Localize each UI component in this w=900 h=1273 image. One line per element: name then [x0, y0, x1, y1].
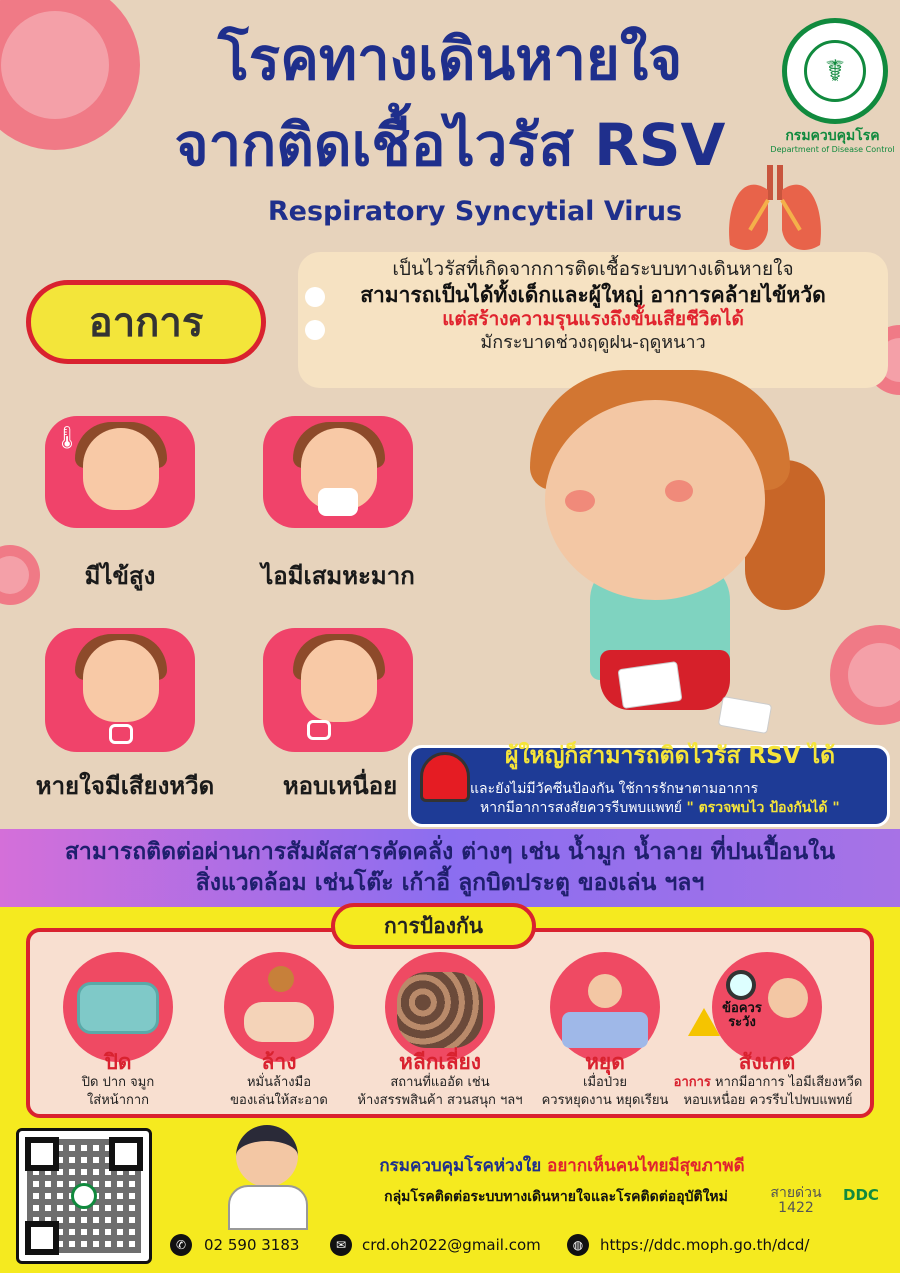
- bullet-dot: [305, 320, 325, 340]
- virus-decoration-bottom-right: [830, 625, 900, 725]
- hotline-number: 1422: [778, 1200, 814, 1217]
- symptom-label-fever: มีไข้สูง: [84, 562, 156, 590]
- qr-finder: [109, 1137, 143, 1171]
- symptom-label-tired: หอบเหนื่อย: [282, 772, 398, 800]
- phone-number[interactable]: 02 590 3183: [204, 1236, 300, 1254]
- qr-code[interactable]: [16, 1128, 152, 1264]
- desc-line: ควรหยุดงาน หยุดเรียน: [541, 1092, 669, 1108]
- desc-line: ปิด ปาก จมูก: [81, 1075, 155, 1090]
- symptom-card-tired: [263, 628, 413, 752]
- intro-line-3: แต่สร้างความรุนแรงถึงขั้นเสียชีวิตได้: [442, 308, 744, 330]
- qr-center-logo: [71, 1183, 97, 1209]
- prevention-desc-cover: [28, 1074, 208, 1109]
- bullet-dot: [305, 287, 325, 307]
- tissue-icon: [618, 661, 683, 709]
- title-line-2: จากติดเชื้อไวรัส RSV: [174, 111, 726, 179]
- symptom-label-cough: ไอมีเสมหะมาก: [261, 562, 415, 590]
- email-icon: ✉: [330, 1234, 352, 1256]
- prevention-desc-avoid: [335, 1074, 545, 1109]
- phone-icon: ✆: [170, 1234, 192, 1256]
- symptoms-badge: อาการ: [26, 280, 266, 364]
- doctor-illustration: [228, 1115, 308, 1225]
- desc-line: หอบเหนื่อย ควรรีบไปพบแพทย์: [683, 1092, 853, 1108]
- desc-line: ของเล่นให้สะอาด: [230, 1092, 328, 1108]
- desc-line: ใส่หน้ากาก: [86, 1092, 150, 1108]
- footer-slogan: [352, 1152, 772, 1179]
- symptom-card-wheeze: [45, 628, 195, 752]
- prevention-title-cover: ปิด: [104, 1050, 132, 1074]
- footer-group: กลุ่มโรคติดต่อระบบทางเดินหายใจและโรคติดต่ออุบัติใหม่: [384, 1189, 728, 1205]
- intro-line-1: เป็นไวรัสที่เกิดจากการติดเชื้อระบบทางเดินหายใจ: [392, 258, 794, 280]
- desc-line: สถานที่แออัด เช่น: [390, 1075, 490, 1090]
- prevention-title-wash: ล้าง: [261, 1050, 297, 1074]
- tissue-icon: [718, 696, 772, 734]
- tissue-icon: [318, 488, 358, 516]
- alert-line-2: [480, 797, 890, 819]
- face: [301, 640, 377, 722]
- transmission-band: [0, 829, 900, 907]
- desc-line: เมื่อป่วย: [583, 1075, 627, 1090]
- desc-line: หมั่นล้างมือ: [246, 1075, 312, 1090]
- prevention-desc-observe: [668, 1074, 868, 1109]
- prevention-title-observe: สังเกต: [738, 1050, 796, 1074]
- website-link[interactable]: https://ddc.moph.go.th/dcd/: [600, 1236, 810, 1254]
- virus-decoration-top-left: [0, 0, 140, 150]
- lungs-icon: [720, 160, 830, 260]
- subtitle: Respiratory Syncytial Virus: [267, 196, 683, 227]
- title-line-1: โรคทางเดินหายใจ: [217, 25, 683, 93]
- symptom-card-cough: [263, 416, 413, 528]
- face: [83, 428, 159, 510]
- rsv-intro-box: [298, 252, 888, 388]
- caduceus-icon: ☤: [804, 40, 866, 102]
- caution-label: ข้อควรระวัง: [722, 1001, 762, 1031]
- slogan-highlight: อยากเห็นคนไทยมีสุขภาพดี: [547, 1156, 745, 1176]
- alert-line-2-text: หากมีอาการสงสัยควรรีบพบแพทย์: [480, 800, 687, 816]
- alert-highlight: " ตรวจพบไว ป้องกันได้ ": [686, 800, 840, 816]
- prevention-badge: การป้องกัน: [331, 903, 536, 949]
- intro-line-4: มักระบาดช่วงฤดูฝน-ฤดูหนาว: [480, 331, 706, 353]
- wheeze-icon: [109, 724, 133, 744]
- transmission-line-1: สามารถติดต่อผ่านการสัมผัสสารคัดคลั่ง ต่างๆ เช่น น้ำมูก น้ำลาย ที่ปนเปื้อนใน: [64, 839, 836, 865]
- tired-icon: [307, 720, 331, 740]
- qr-finder: [25, 1137, 59, 1171]
- siren-icon: [420, 752, 470, 802]
- email-address[interactable]: crd.oh2022@gmail.com: [362, 1236, 541, 1254]
- hotline-label: สายด่วน: [770, 1185, 822, 1201]
- ddc-logo: DDC: [843, 1186, 879, 1204]
- hotline-badge: [766, 1186, 826, 1217]
- virus-decoration-left: [0, 545, 40, 605]
- girl-cheek: [565, 490, 595, 512]
- doctor-coat: [228, 1185, 308, 1230]
- symptom-label-wheeze: หายใจมีเสียงหวีด: [35, 772, 215, 800]
- globe-icon: ◍: [567, 1234, 589, 1256]
- thermometer-icon: 🌡: [53, 426, 81, 451]
- desc-line: [668, 1074, 868, 1092]
- alert-title: ผู้ใหญ่ก็สามารถติดไวรัส RSV ได้: [504, 743, 836, 769]
- ministry-logo: [782, 18, 888, 124]
- symptom-card-fever: [45, 416, 195, 528]
- slogan-text: กรมควบคุมโรคห่วงใย: [379, 1156, 548, 1176]
- transmission-line-2: สิ่งแวดล้อม เช่นโต๊ะ เก้าอี้ ลูกบิดประตู ของเล่น ฯลฯ: [195, 870, 705, 897]
- prevention-title-avoid: หลีกเลี่ยง: [398, 1050, 482, 1074]
- alert-line-1: และยังไม่มีวัคซีนป้องกัน ใช้การรักษาตามอาการ: [470, 781, 759, 797]
- girl-cheek: [665, 480, 693, 502]
- face: [83, 640, 159, 722]
- qr-finder: [25, 1221, 59, 1255]
- prevention-title-stop: หยุด: [585, 1050, 625, 1074]
- desc-prefix: อาการ: [673, 1075, 711, 1090]
- department-name-th: กรมควบคุมโรค: [785, 128, 880, 144]
- intro-line-2: สามารถเป็นได้ทั้งเด็กและผู้ใหญ่ อาการคล้ายไข้หวัด: [360, 282, 826, 307]
- department-name-en: Department of Disease Control: [770, 145, 895, 154]
- doctor-head: [236, 1125, 298, 1187]
- desc-text: หากมีอาการ ไอมีเสียงหวีด: [710, 1075, 863, 1090]
- desc-line: ห้างสรรพสินค้า สวนสนุก ฯลฯ: [357, 1092, 523, 1108]
